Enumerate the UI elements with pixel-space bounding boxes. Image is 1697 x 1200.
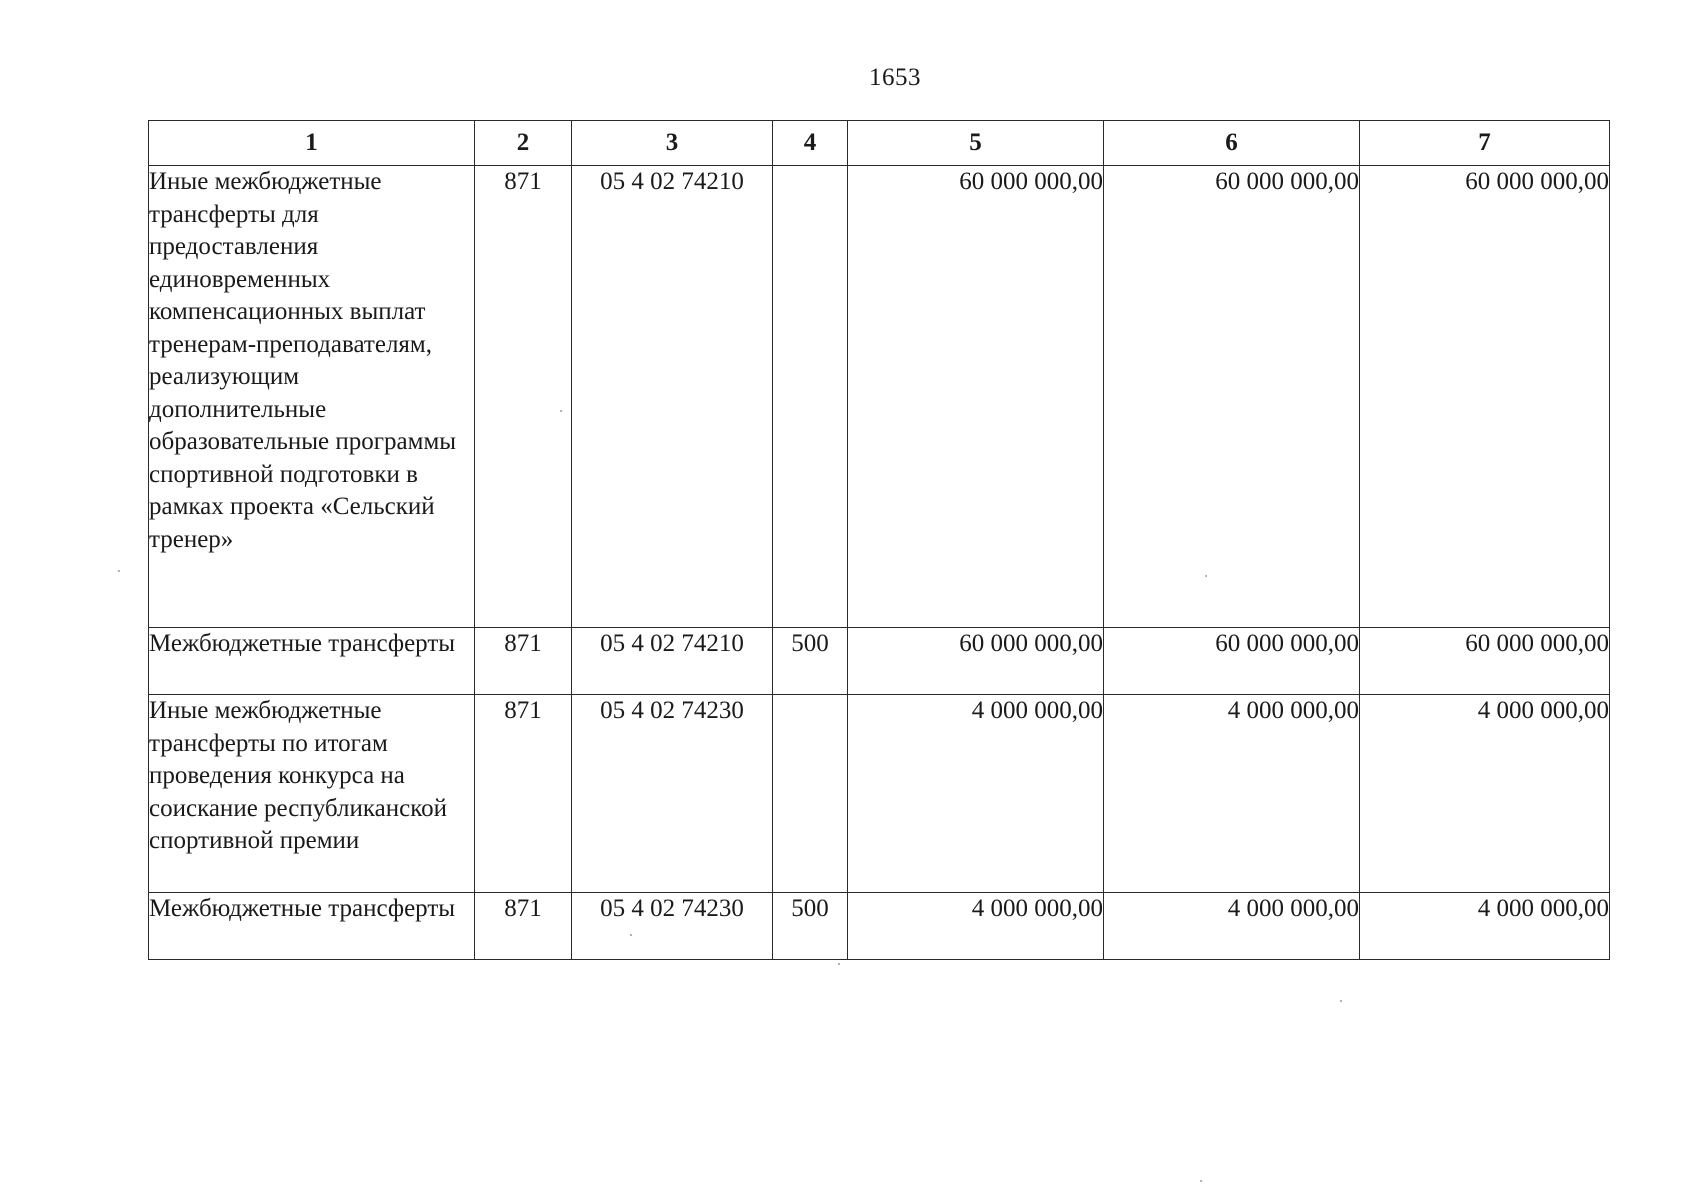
column-header: 1 (149, 121, 475, 166)
table-row (149, 166, 1610, 628)
row-target-code: 05 4 02 74210 (572, 166, 773, 628)
table-row (149, 628, 1610, 695)
column-header: 2 (475, 121, 572, 166)
table-header-row (149, 121, 1610, 166)
row-description: Иные межбюджетные трансферты по итогам проведения конкурса на соискание республиканской спортивной премии (149, 695, 475, 893)
scan-speck (560, 410, 562, 412)
row-amount-5: 4 000 000,00 (848, 695, 1104, 893)
row-amount-7: 4 000 000,00 (1360, 893, 1610, 960)
scan-speck (1200, 1180, 1202, 1182)
column-header: 5 (848, 121, 1104, 166)
row-amount-7: 60 000 000,00 (1360, 166, 1610, 628)
row-amount-5: 60 000 000,00 (848, 628, 1104, 695)
row-amount-7: 4 000 000,00 (1360, 695, 1610, 893)
scan-speck (630, 934, 632, 936)
row-amount-6: 4 000 000,00 (1104, 893, 1360, 960)
row-description: Межбюджетные трансферты (149, 628, 475, 695)
column-header: 4 (773, 121, 848, 166)
row-target-code: 05 4 02 74230 (572, 695, 773, 893)
row-amount-6: 4 000 000,00 (1104, 695, 1360, 893)
column-header: 3 (572, 121, 773, 166)
row-expense-type: 500 (773, 893, 848, 960)
table-row (149, 695, 1610, 893)
row-admin-code: 871 (475, 166, 572, 628)
row-amount-6: 60 000 000,00 (1104, 628, 1360, 695)
row-description: Межбюджетные трансферты (149, 893, 475, 960)
row-expense-type (773, 166, 848, 628)
row-description: Иные межбюджетные трансферты для предоставления единовременных компенсационных выплат тренерам-преподавателям, реализующим дополнительные образовательные программы спортивной подготовки в рамках проекта «Сельский тренер» (149, 166, 475, 628)
scan-speck (838, 963, 840, 965)
budget-table (148, 120, 1610, 960)
row-admin-code: 871 (475, 695, 572, 893)
page-number: 1653 (869, 64, 921, 91)
row-expense-type: 500 (773, 628, 848, 695)
scan-speck (1205, 575, 1207, 577)
row-amount-7: 60 000 000,00 (1360, 628, 1610, 695)
scan-speck (118, 570, 120, 572)
row-expense-type (773, 695, 848, 893)
row-target-code: 05 4 02 74210 (572, 628, 773, 695)
row-amount-6: 60 000 000,00 (1104, 166, 1360, 628)
row-amount-5: 60 000 000,00 (848, 166, 1104, 628)
column-header: 6 (1104, 121, 1360, 166)
row-admin-code: 871 (475, 628, 572, 695)
table-row (149, 893, 1610, 960)
row-target-code: 05 4 02 74230 (572, 893, 773, 960)
row-admin-code: 871 (475, 893, 572, 960)
column-header: 7 (1360, 121, 1610, 166)
scan-speck (1340, 1000, 1342, 1002)
row-amount-5: 4 000 000,00 (848, 893, 1104, 960)
